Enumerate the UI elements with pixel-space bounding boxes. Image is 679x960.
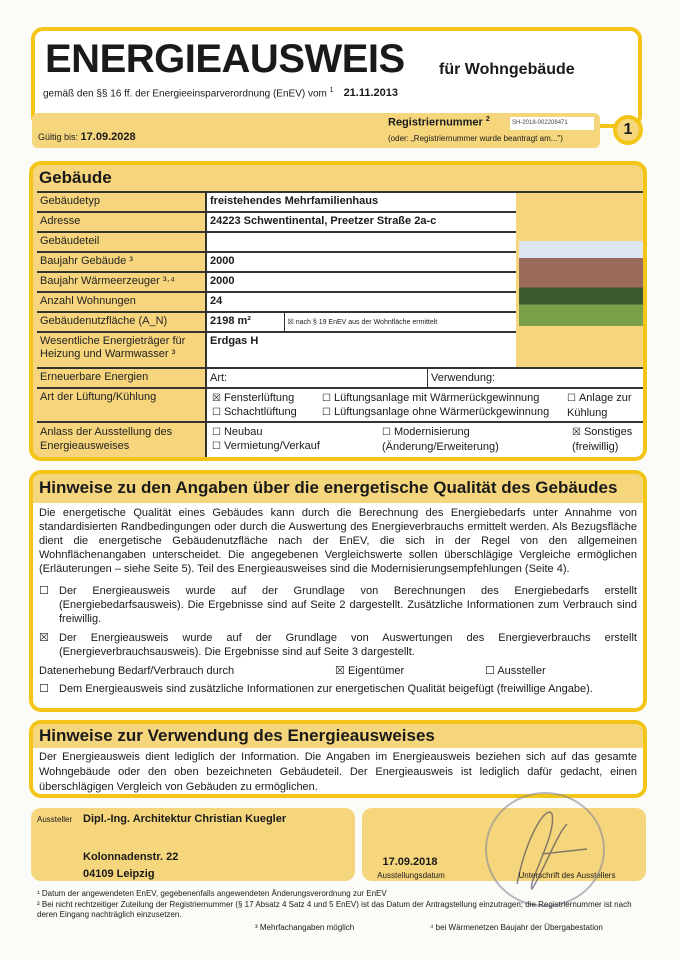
checkbox[interactable]: ☐: [485, 665, 495, 677]
option-label: Schachtlüftung: [223, 406, 297, 418]
option-label: Eigentümer: [347, 665, 405, 677]
footnote-1: ¹ Datum der angewendeten EnEV, gegebenenfalls angewendeten Änderungsverordnung zur EnEV: [37, 889, 387, 898]
usage-notes-section: [29, 720, 647, 798]
occasion-modernization[interactable]: [382, 425, 527, 454]
data-collection-label: Datenerhebung Bedarf/Verbrauch durch: [39, 665, 235, 677]
option-label: Vermietung/Verkauf: [223, 440, 320, 452]
vent-shaft[interactable]: [212, 405, 297, 420]
data-collection: [39, 664, 637, 678]
issuer-name: Dipl.-Ing. Architektur Christian Kuegler: [83, 813, 287, 825]
building-section: [29, 161, 647, 461]
issuer-street: Kolonnadenstr. 22: [83, 851, 179, 863]
area-note: [284, 312, 516, 332]
footnote-3: ³ Mehrfachangaben möglich: [255, 923, 355, 932]
row-value: [206, 232, 516, 252]
option-consumption[interactable]: [39, 631, 637, 659]
checkbox-checked: ☒: [287, 319, 294, 326]
table-row: [37, 388, 643, 422]
quality-notes-body: [39, 506, 637, 701]
issuer-box: [31, 808, 355, 881]
footnote-ref: 2: [485, 116, 490, 123]
issue-date-label: Ausstellungsdatum: [377, 871, 445, 880]
checkbox[interactable]: ☐: [39, 585, 49, 597]
document-subtitle: für Wohngebäude: [439, 61, 575, 78]
row-value: Erdgas H: [206, 332, 516, 368]
checkbox[interactable]: ☐: [212, 407, 221, 418]
vent-heat-recovery[interactable]: [322, 391, 539, 406]
row-label: Erneuerbare Energien: [37, 368, 206, 388]
row-label: Anlass der Ausstellung des Energieausweises: [37, 422, 206, 458]
valid-date: 17.09.2028: [80, 131, 136, 143]
table-row: [37, 422, 643, 458]
validity-bar: [32, 113, 600, 148]
row-label: Wesentliche Energieträger für Heizung und Warmwasser ³: [37, 332, 206, 368]
row-label: Anzahl Wohnungen: [37, 292, 206, 312]
row-label: Gebäudetyp: [37, 192, 206, 212]
occasion-new[interactable]: [212, 425, 263, 440]
issue-date: 17.09.2018: [382, 856, 438, 868]
issuer-label: Aussteller: [37, 815, 73, 824]
row-value: 24223 Schwentinental, Preetzer Straße 2a-c: [206, 212, 516, 232]
option-label: Lüftungsanlage ohne Wärmerückgewinnung: [333, 406, 550, 418]
footnote-4: ⁴ bei Wärmenetzen Baujahr der Übergabestation: [430, 923, 603, 932]
option-label: Anlage zur Kühlung: [567, 392, 632, 419]
row-label: Art der Lüftung/Kühlung: [37, 388, 206, 422]
option-text: Der Energieausweis wurde auf der Grundlage von Auswertungen des Energieverbrauchs erstellt (Energieverbrauchsausweis). Die Ergebnisse sind auf Seite 3 dargestellt.: [59, 632, 637, 658]
vent-window[interactable]: [212, 391, 294, 406]
law-reference: [43, 87, 398, 99]
occasion-rent-sale[interactable]: [212, 439, 320, 454]
section-title: Hinweise zur Verwendung des Energieausweises: [39, 726, 435, 745]
law-date: 21.11.2013: [343, 87, 399, 100]
option-label: Sonstiges (freiwillig): [572, 426, 633, 453]
option-text: Dem Energieausweis sind zusätzliche Informationen zur energetischen Qualität beigefügt (freiwillige Angabe).: [59, 683, 593, 695]
checkbox[interactable]: ☐: [39, 683, 49, 695]
ventilation-options: [206, 388, 643, 422]
area-note-text: nach § 19 EnEV aus der Wohnfläche ermittelt: [295, 319, 438, 326]
signature-label: Unterschrift des Ausstellers: [518, 871, 616, 880]
intro-text: Die energetische Qualität eines Gebäudes kann durch die Berechnung des Energiebedarfs unter Annahme von standardisierten Randbedingungen oder durch die Auswertung des Energieverbrauchs ermittelt werden. Als Bezugsfläche dient die energetische Gebäudenutzfläche nach der EnEV, die sich in der Regel von den allgemeinen Wohnflächenangaben unterscheidet. Die angegebenen Vergleichswerte sollen überschlägige Vergleiche ermöglichen (Erläuterungen – siehe Seite 5). Teil des Energieausweises sind die Modernisierungsempfehlungen (Seite 4).: [39, 507, 637, 575]
valid-until: [38, 131, 136, 143]
checkbox[interactable]: ☐: [382, 427, 391, 438]
table-row: [37, 192, 643, 212]
registration-label: [388, 116, 490, 129]
table-row: [37, 368, 643, 388]
option-label: Lüftungsanlage mit Wärmerückgewinnung: [333, 392, 540, 404]
footnote-ref: 1: [329, 87, 334, 94]
checkbox[interactable]: ☒: [39, 632, 49, 644]
usage-text: Der Energieausweis dient lediglich der Information. Die Angaben im Energieausweis beziehen sich auf das gesamte Wohngebäude oder den oben bezeichneten Gebäudeteil. Der Energieausweis ist lediglich dafür gedacht, einen überschlägigen Vergleich von Gebäuden zu ermöglichen.: [39, 751, 637, 793]
occasion-other[interactable]: [572, 425, 647, 454]
row-value: 24: [206, 292, 516, 312]
law-text: gemäß den §§ 16 ff. der Energieeinsparverordnung (EnEV) vom: [43, 88, 327, 100]
option-label: Neubau: [223, 426, 263, 438]
checkbox[interactable]: ☐: [322, 407, 331, 418]
renewable-type: Art:: [207, 369, 428, 387]
valid-label: Gültig bis:: [38, 132, 79, 142]
registration-alt: (oder: „Registriernummer wurde beantragt am..."): [388, 134, 563, 143]
reg-label-text: Registriernummer: [388, 116, 483, 129]
checkbox[interactable]: ☒: [212, 393, 221, 404]
vent-cooling[interactable]: [567, 391, 642, 420]
option-additional-info[interactable]: [39, 682, 637, 696]
checkbox[interactable]: ☐: [567, 393, 576, 404]
occasion-options: [206, 422, 643, 458]
section-title: Gebäude: [39, 168, 112, 187]
section-title: Hinweise zu den Angaben über die energetische Qualität des Gebäudes: [39, 478, 618, 497]
renewable-use: Verwendung:: [431, 372, 496, 384]
page-number-badge: 1: [613, 115, 643, 145]
option-text: Der Energieausweis wurde auf der Grundlage von Berechnungen des Energiebedarfs erstellt (Energiebedarfsausweis). Die Ergebnisse sind auf Seite 2 dargestellt. Zusätzliche Informationen zum Verbrauch sind freiwillig.: [59, 585, 637, 625]
building-photo: [519, 241, 647, 326]
row-label: Gebäudenutzfläche (A_N): [37, 312, 206, 332]
checkbox[interactable]: ☒: [572, 427, 581, 438]
renewable-values: [206, 368, 643, 388]
option-label: Modernisierung (Änderung/Erweiterung): [382, 426, 499, 453]
checkbox[interactable]: ☐: [322, 393, 331, 404]
row-label: Baujahr Wärmeerzeuger ³·⁴: [37, 272, 206, 292]
row-value: 2000: [206, 252, 516, 272]
footnote-2: ² Bei nicht rechtzeitiger Zuteilung der Registriernummer (§ 17 Absatz 4 Satz 4 und 5 EnEV) ist das Datum der Antragstellung einzutragen; die Registriernummer ist nach deren Eingang nachträglich einzusetzen.: [37, 900, 632, 919]
issuer-city: 04109 Leipzig: [83, 868, 155, 880]
row-value: 2000: [206, 272, 516, 292]
row-value: freistehendes Mehrfamilienhaus: [206, 192, 516, 212]
registration-number: SH-2018-002208471: [510, 117, 594, 130]
document-title: ENERGIEAUSWEIS: [45, 37, 405, 81]
row-label: Adresse: [37, 212, 206, 232]
vent-no-recovery[interactable]: [322, 405, 549, 420]
row-label: Baujahr Gebäude ³: [37, 252, 206, 272]
option-label: Fensterlüftung: [223, 392, 295, 404]
quality-notes-section: [29, 470, 647, 712]
row-value: 2198 m²: [206, 312, 284, 332]
checkbox[interactable]: ☒: [335, 665, 345, 677]
collected-by-owner[interactable]: [335, 664, 485, 678]
option-demand[interactable]: [39, 584, 637, 626]
option-label: Aussteller: [497, 665, 546, 677]
checkbox[interactable]: ☐: [212, 427, 221, 438]
collected-by-issuer[interactable]: [485, 664, 546, 678]
row-label: Gebäudeteil: [37, 232, 206, 252]
checkbox[interactable]: ☐: [212, 441, 221, 452]
